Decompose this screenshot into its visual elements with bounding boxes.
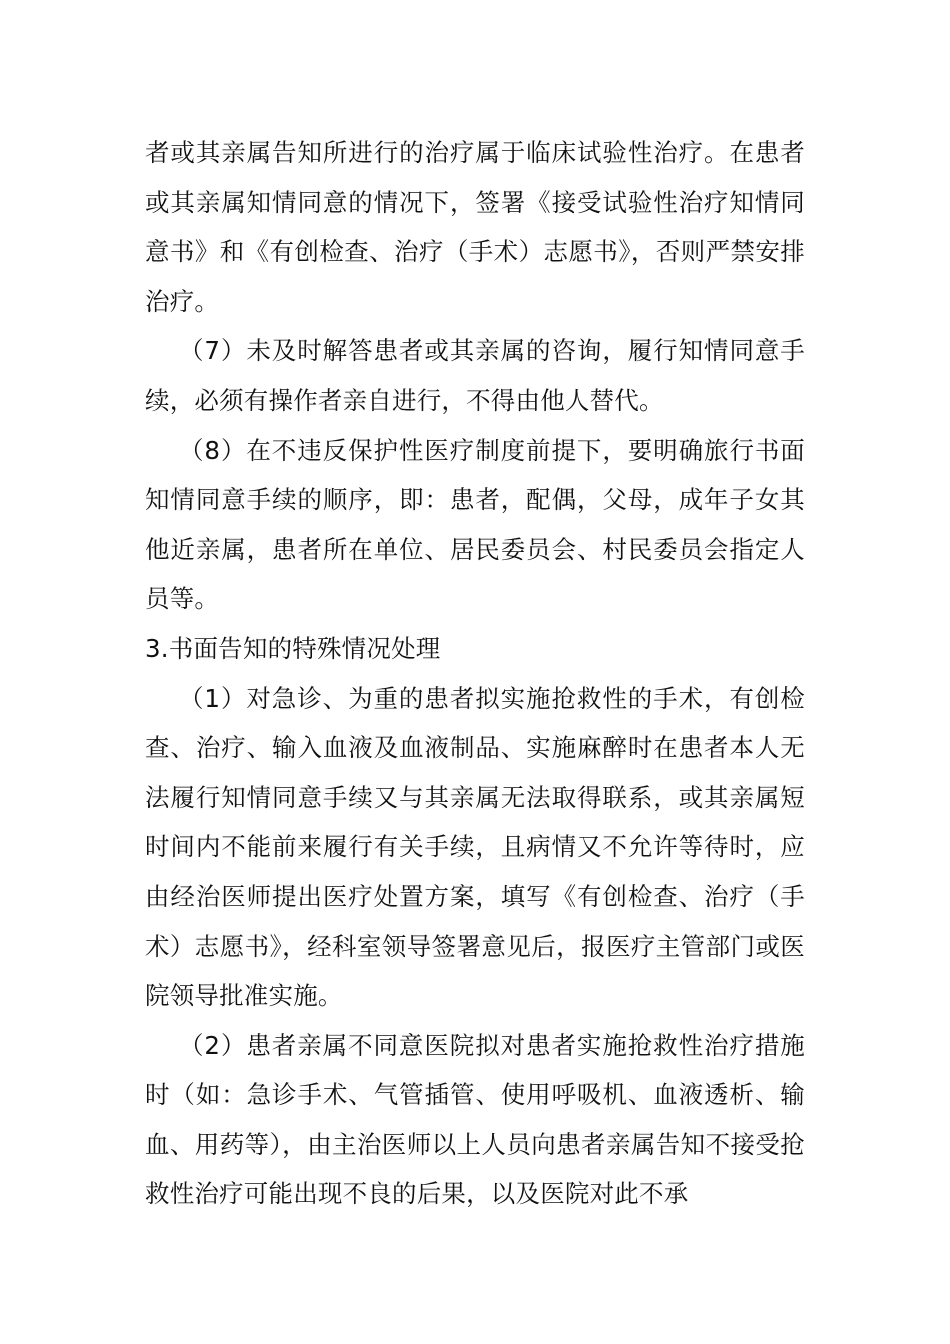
paragraph-continuation: 者或其亲属告知所进行的治疗属于临床试验性治疗。在患者或其亲属知情同意的情况下，签署《接受试验性治疗知情同意书》和《有创检查、治疗（手术）志愿书》，否则严禁安排治疗。 bbox=[145, 138, 805, 316]
paragraph-section-item-2: （2）患者亲属不同意医院拟对患者实施抢救性治疗措施时（如：急诊手术、气管插管、使用呼吸机、血液透析、输血、用药等），由主治医师以上人员向患者亲属告知不接受抢救性治疗可能出现不良的后果，以及医院对此不承 bbox=[145, 1030, 805, 1209]
paragraph-section-item-1: （1）对急诊、为重的患者拟实施抢救性的手术，有创检查、治疗、输入血液及血液制品、实施麻醉时在患者本人无法履行知情同意手续又与其亲属无法取得联系，或其亲属短时间内不能前来履行有关手续，且病情又不允许等待时，应由经治医师提出医疗处置方案，填写《有创检查、治疗（手术）志愿书》，经科室领导签署意见后，报医疗主管部门或医院领导批准实施。 bbox=[145, 683, 805, 1011]
paragraph-item-7: （7）未及时解答患者或其亲属的咨询，履行知情同意手续，必须有操作者亲自进行，不得由他人替代。 bbox=[145, 336, 805, 415]
document-body bbox=[145, 128, 805, 1219]
paragraph-item-8: （8）在不违反保护性医疗制度前提下，要明确旅行书面知情同意手续的顺序，即：患者，配偶，父母，成年子女其他近亲属，患者所在单位、居民委员会、村民委员会指定人员等。 bbox=[145, 435, 805, 614]
section-heading: 3.书面告知的特殊情况处理 bbox=[145, 633, 441, 663]
